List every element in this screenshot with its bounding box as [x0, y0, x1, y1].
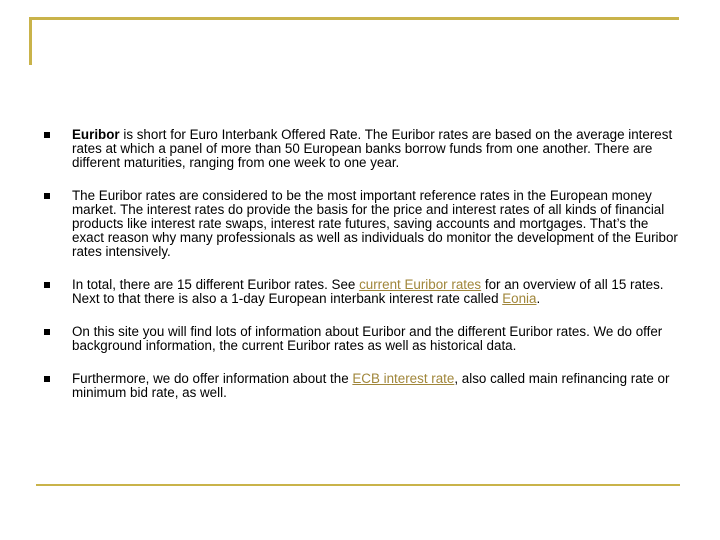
- bullet-text: for an overview of all 15 rates. Next to that there is also a 1-day European interbank interest rate called: [72, 277, 664, 306]
- bullet-text: The Euribor rates are considered to be the most important reference rates in the European money market. The interest rates do provide the basis for the price and interest rates of all kinds of financial products like interest rate swaps, interest rate futures, saving accounts and mortgages. That’s the exact reason why many professionals as well as individuals do monitor the development of the Euribor rates intensively.: [72, 188, 678, 259]
- slide-top-rule: [29, 17, 679, 20]
- bullet-text: .: [536, 291, 541, 306]
- bullet-item-ecb-rate: [40, 372, 680, 400]
- bullet-item-site-info: [40, 325, 680, 353]
- ecb-interest-rate-link[interactable]: ECB interest rate: [352, 371, 455, 386]
- bullet-text: On this site you will find lots of information about Euribor and the different Euribor rates. We do offer background information, the current Euribor rates as well as historical data.: [72, 324, 663, 353]
- bullet-item-rate-count: [40, 278, 680, 306]
- term-euribor: Euribor: [72, 127, 120, 142]
- square-bullet-icon: [44, 132, 50, 138]
- square-bullet-icon: [44, 193, 50, 199]
- bullet-text: is short for Euro Interbank Offered Rate. The Euribor rates are based on the average interest rates at which a panel of more than 50 European banks borrow funds from one another. There are different maturities, ranging from one week to one year.: [72, 127, 673, 170]
- slide-bottom-rule: [36, 484, 680, 486]
- square-bullet-icon: [44, 329, 50, 335]
- bullet-text: In total, there are 15 different Euribor rates. See: [72, 277, 360, 292]
- bullet-item-euribor-definition: [40, 128, 680, 170]
- slide-left-rule: [29, 17, 32, 65]
- bullet-text: , also called main refinancing rate or minimum bid rate, as well.: [72, 371, 670, 400]
- bullet-list: [40, 128, 680, 419]
- square-bullet-icon: [44, 376, 50, 382]
- bullet-item-importance: [40, 189, 680, 259]
- current-euribor-rates-link[interactable]: current Euribor rates: [359, 277, 482, 292]
- square-bullet-icon: [44, 282, 50, 288]
- eonia-link[interactable]: Eonia: [502, 291, 537, 306]
- bullet-text: Furthermore, we do offer information about the: [72, 371, 353, 386]
